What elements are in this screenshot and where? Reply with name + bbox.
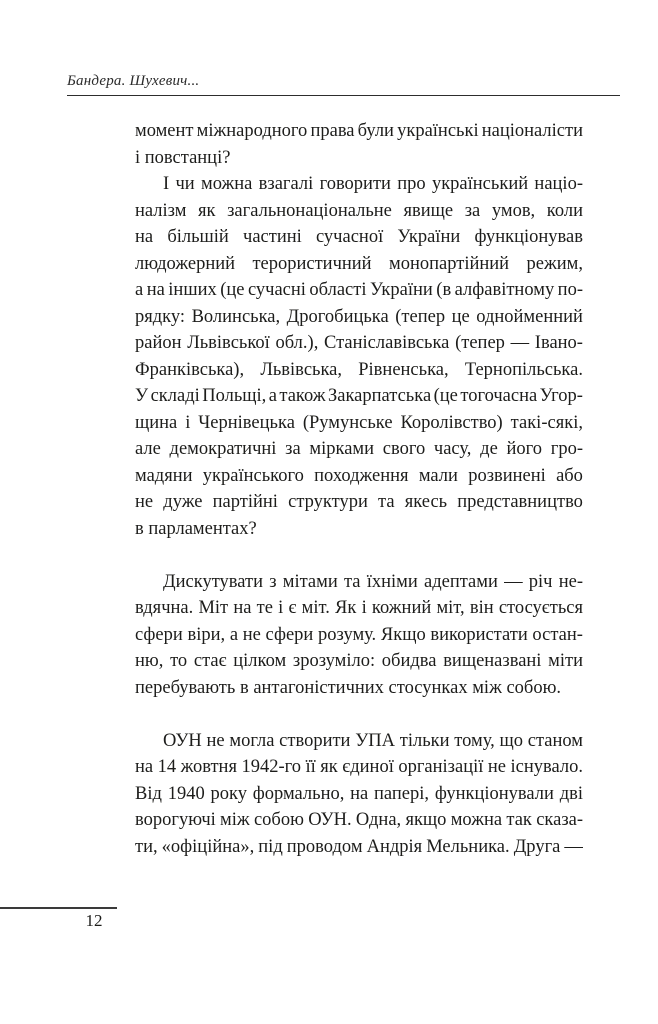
text-line: мадяни українського походження мали розвинені або — [135, 465, 583, 486]
text-line: І чи можна взагалі говорити про український націо- — [163, 174, 583, 194]
text-line: людожерний терористичний монопартійний режим, — [135, 253, 583, 274]
header-rule — [67, 95, 620, 96]
text-line: рядку: Волинська, Дрогобицька (тепер це однойменний — [135, 306, 583, 327]
text-line: сфери віри, а не сфери розуму. Якщо використати остан- — [135, 624, 583, 645]
text-line: на 14 жовтня 1942-го її як єдиної організації не існувало. — [135, 757, 583, 777]
text-line: на більшій частині сучасної України функціонував — [135, 227, 583, 247]
page-number: 12 — [85, 911, 103, 930]
text-line: але демократичні за мірками свого часу, де його гро- — [135, 439, 583, 459]
text-line: не дуже партійні структури та якесь представництво — [135, 492, 583, 512]
text-line: налізм як загальнонаціональне явище за умов, коли — [135, 200, 583, 221]
text-line: і повстанці? — [135, 147, 231, 168]
text-line: Франківська), Львівська, Рівненська, Тернопільська. — [135, 359, 583, 380]
text-line: У складі Польщі, а також Закарпатська (це тогочасна Угор- — [135, 386, 583, 406]
paragraph — [135, 171, 583, 542]
text-line: ворогуючі між собою ОУН. Одна, якщо можна так сказа- — [135, 810, 583, 830]
text-line: перебувають в антагоністичних стосунках між собою. — [135, 677, 562, 698]
text-line: а на інших (це сучасні області України (в алфавітному по- — [135, 280, 583, 300]
text-line: момент міжнародного права були українські націоналісти — [135, 121, 583, 141]
footer-rule — [0, 907, 117, 909]
text-line: район Львівської обл.), Станіславівська (тепер — Івано- — [135, 333, 583, 353]
paragraph — [135, 569, 583, 702]
text-line: ти, «офіційна», під проводом Андрія Мельника. Друга — — [135, 836, 583, 857]
text-line: Від 1940 року формально, на папері, функціонували дві — [135, 783, 583, 804]
running-head-title: Бандера. Шухевич... — [67, 73, 200, 89]
paragraph — [135, 728, 583, 861]
text-line: щина і Чернівецька (Румунське Королівство) такі-сякі, — [135, 412, 583, 433]
text-line: вдячна. Міт на те і є міт. Як і кожний міт, він стосується — [135, 598, 583, 618]
text-line: ОУН не могла створити УПА тільки тому, що станом — [163, 730, 583, 751]
text-line: ню, то стає цілком зрозуміло: обидва вищеназвані міти — [135, 651, 583, 671]
page-body — [135, 118, 583, 860]
paragraph — [135, 118, 583, 171]
text-line: в парламентах? — [135, 518, 257, 539]
text-line: Дискутувати з мітами та їхніми адептами — річ не- — [163, 571, 583, 592]
